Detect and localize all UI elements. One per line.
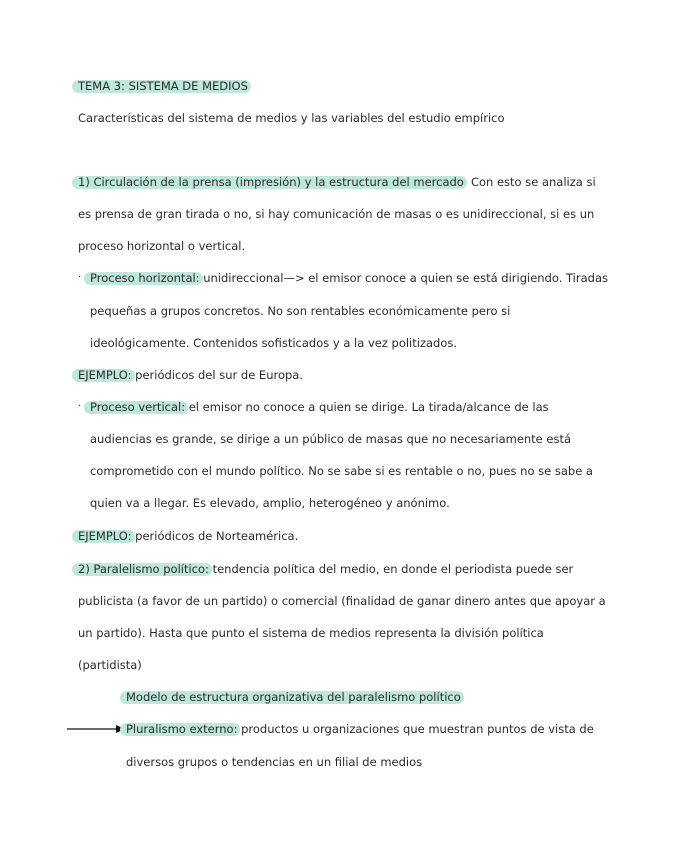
model-heading (126, 689, 461, 705)
section-2-line-1: 2) Paralelismo político: tendencia política del medio, en donde el periodista puede ser (78, 562, 574, 576)
horizontal-line-1: Proceso horizontal: unidireccional—> el emisor conoce a quien se está dirigiendo. Tiradas (90, 271, 608, 285)
pluralismo-line-1: Pluralismo externo: productos u organizaciones que muestran puntos de vista de (126, 722, 594, 736)
section-1-heading: 1) Circulación de la prensa (impresión) y la estructura del mercado (78, 175, 464, 189)
pluralismo-term: Pluralismo externo: (126, 722, 238, 736)
example-1: EJEMPLO: periódicos del sur de Europa. (78, 368, 303, 382)
section-1-line-1: 1) Circulación de la prensa (impresión) y la estructura del mercado. Con esto se analiza si (78, 175, 596, 189)
vertical-line-2: audiencias es grande, se dirige a un público de masas que no necesariamente está (90, 432, 572, 446)
title-highlight: TEMA 3: SISTEMA DE MEDIOS (78, 79, 248, 93)
vertical-line-4: quien va a llegar. Es elevado, amplio, heterogéneo y anónimo. (90, 496, 450, 510)
section-1-line-2: es prensa de gran tirada o no, si hay comunicación de masas o es unidireccional, si es un (78, 207, 595, 221)
section-2-line-3: un partido). Hasta que punto el sistema de medios representa la división política (78, 626, 544, 640)
pluralismo-line-2: diversos grupos o tendencias en un filial de medios (126, 755, 423, 769)
example-1-label: EJEMPLO: (78, 368, 132, 382)
page-title (78, 78, 248, 94)
horizontal-line-3: ideológicamente. Contenidos sofisticados y a la vez politizados. (90, 336, 458, 350)
horizontal-term: Proceso horizontal: (90, 271, 200, 285)
horizontal-line-2: pequeñas a grupos concretos. No son rentables económicamente pero si (90, 304, 511, 318)
section-2-heading: 2) Paralelismo político: (78, 562, 209, 576)
bullet-icon: · (78, 272, 82, 283)
vertical-term: Proceso vertical: (90, 400, 186, 414)
vertical-line-1: Proceso vertical: el emisor no conoce a quien se dirige. La tirada/alcance de las (90, 400, 549, 414)
example-2: EJEMPLO: periódicos de Norteamérica. (78, 529, 299, 543)
section-2-line-2: publicista (a favor de un partido) o comercial (finalidad de ganar dinero antes que apoyar a (78, 594, 606, 608)
bullet-icon: · (78, 401, 82, 412)
section-1-line-3: proceso horizontal o vertical. (78, 239, 246, 253)
vertical-line-3: comprometido con el mundo político. No se sabe si es rentable o no, pues no se sabe a (90, 464, 593, 478)
section-2-line-4: (partidista) (78, 658, 142, 672)
model-heading-text: Modelo de estructura organizativa del paralelismo político (126, 690, 461, 704)
arrow-right-icon (67, 722, 125, 736)
example-2-label: EJEMPLO: (78, 529, 132, 543)
subtitle: Características del sistema de medios y las variables del estudio empírico (78, 111, 505, 125)
